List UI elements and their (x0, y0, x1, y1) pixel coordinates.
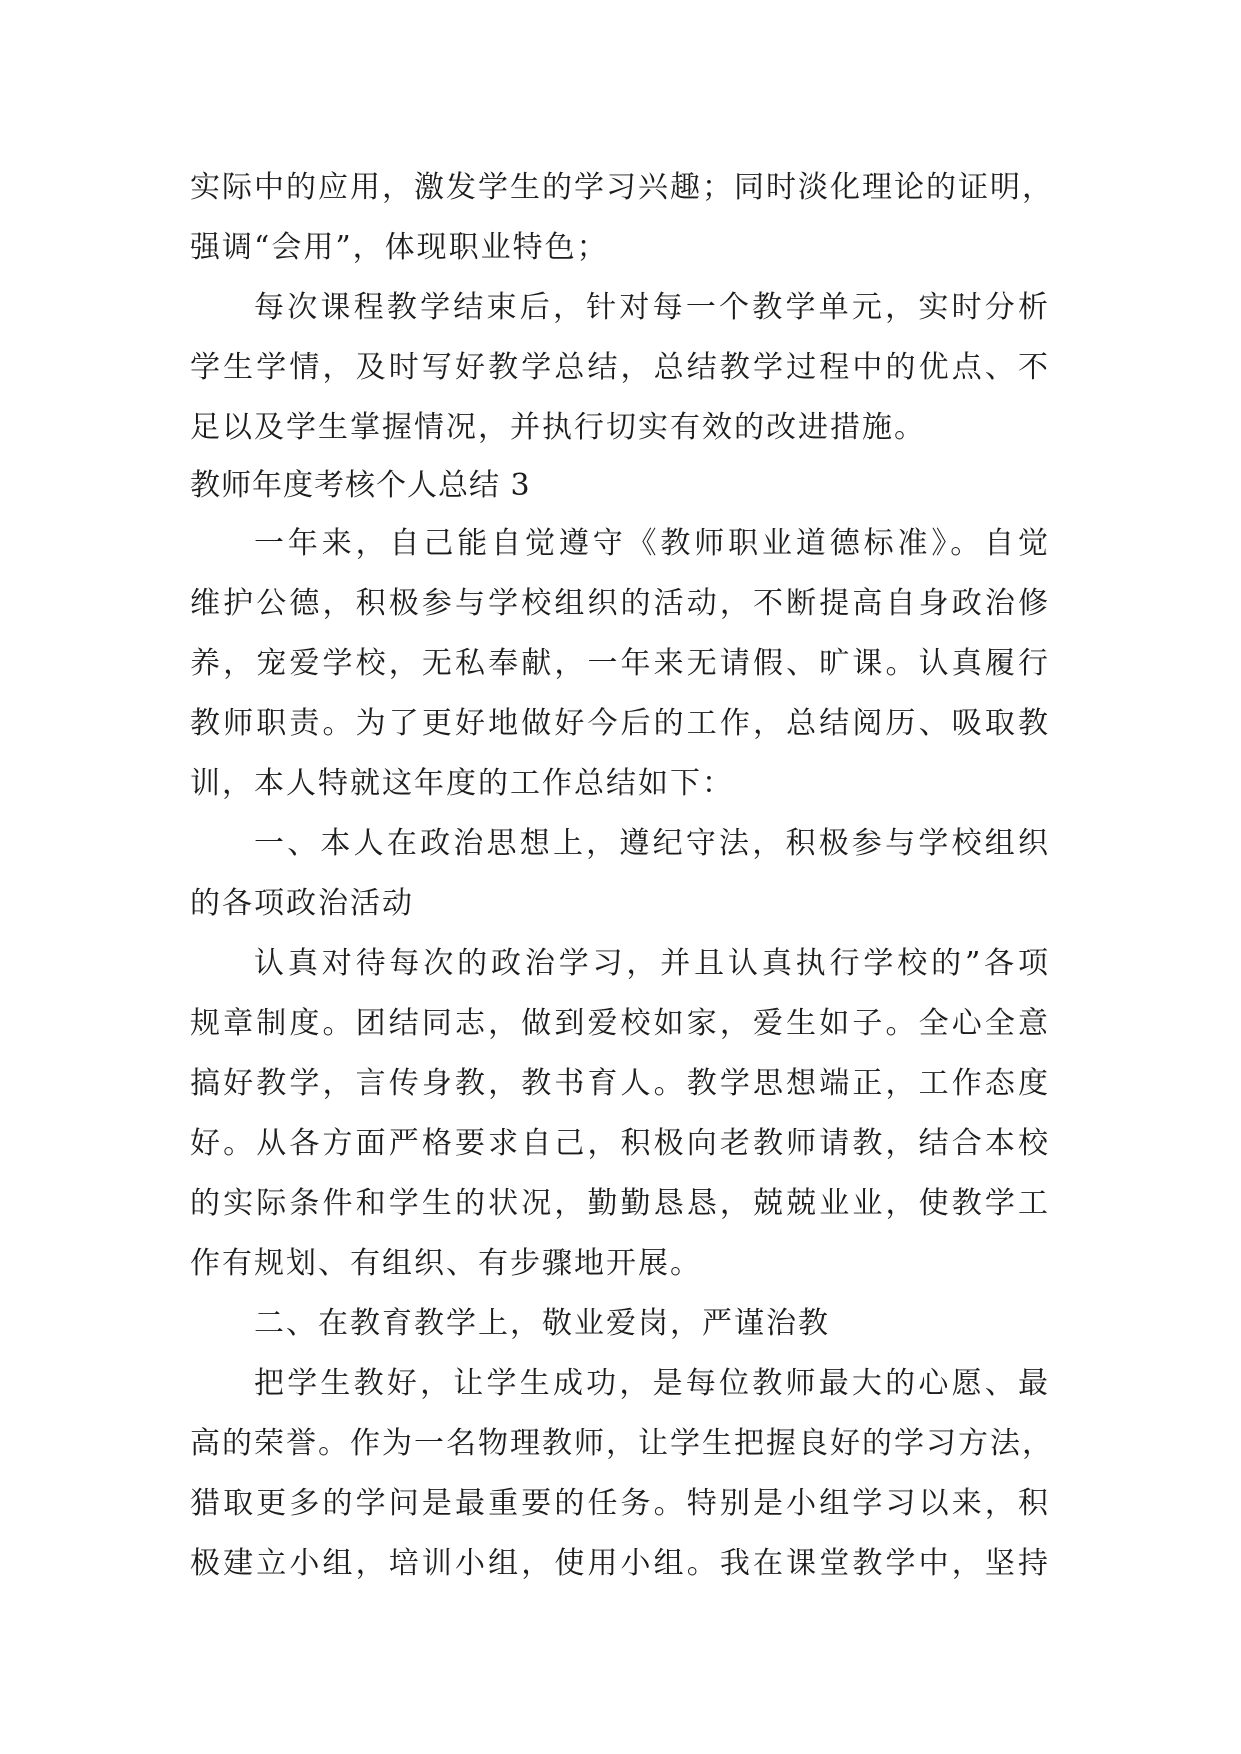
paragraph-line: 极建立小组，培训小组，使用小组。我在课堂教学中，坚持 (190, 1546, 1050, 1581)
paragraph-line: 的实际条件和学生的状况，勤勤恳恳，兢兢业业，使教学工 (190, 1186, 1050, 1221)
paragraph-line: 搞好教学，言传身教，教书育人。教学思想端正，工作态度 (190, 1066, 1050, 1101)
section-heading: 教师年度考核个人总结 3 (190, 468, 531, 503)
paragraph-line: 维护公德，积极参与学校组织的活动，不断提高自身政治修 (190, 586, 1050, 621)
paragraph-line: 高的荣誉。作为一名物理教师，让学生把握良好的学习方法， (190, 1426, 1054, 1461)
paragraph-line: 学生学情，及时写好教学总结，总结教学过程中的优点、不 (190, 350, 1050, 385)
paragraph-line: 规章制度。团结同志，做到爱校如家，爱生如子。全心全意 (190, 1006, 1050, 1041)
paragraph-line: 每次课程教学结束后，针对每一个教学单元，实时分析 (254, 290, 1050, 325)
paragraph-line: 实际中的应用，激发学生的学习兴趣；同时淡化理论的证明， (190, 170, 1054, 205)
paragraph-line: 猎取更多的学问是最重要的任务。特别是小组学习以来，积 (190, 1486, 1050, 1521)
paragraph-line: 好。从各方面严格要求自己，积极向老教师请教，结合本校 (190, 1126, 1050, 1161)
paragraph-line: 强调“会用”，体现职业特色； (190, 230, 609, 265)
paragraph-line: 把学生教好，让学生成功，是每位教师最大的心愿、最 (254, 1366, 1050, 1401)
paragraph-line: 足以及学生掌握情况，并执行切实有效的改进措施。 (190, 410, 926, 445)
paragraph-line: 作有规划、有组织、有步骤地开展。 (190, 1246, 702, 1281)
paragraph-line: 二、在教育教学上，敬业爱岗，严谨治教 (254, 1306, 830, 1341)
paragraph-line: 训，本人特就这年度的工作总结如下： (190, 766, 734, 801)
paragraph-line: 教师职责。为了更好地做好今后的工作，总结阅历、吸取教 (190, 706, 1050, 741)
paragraph-line: 认真对待每次的政治学习，并且认真执行学校的”各项 (254, 946, 1050, 981)
paragraph-line: 养，宠爱学校，无私奉献，一年来无请假、旷课。认真履行 (190, 646, 1050, 681)
document-body (190, 158, 1054, 1594)
paragraph-line: 一、本人在政治思想上，遵纪守法，积极参与学校组织 (254, 826, 1050, 861)
paragraph-line: 的各项政治活动 (190, 886, 414, 921)
paragraph-line: 一年来，自己能自觉遵守《教师职业道德标准》。自觉 (254, 526, 1050, 561)
